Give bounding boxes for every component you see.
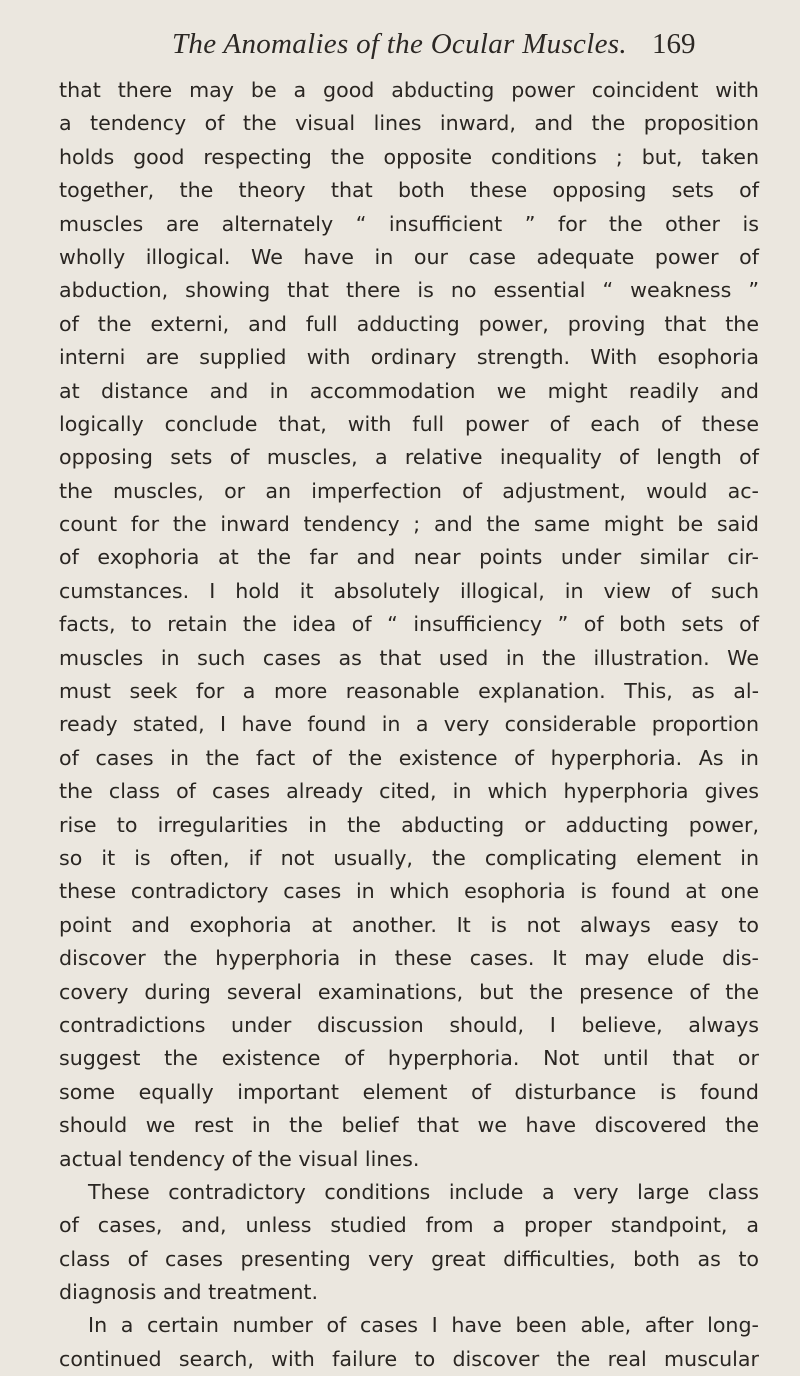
text-line: of cases, and, unless studied from a proper standpoint, a xyxy=(59,1213,759,1238)
text-line: class of cases presenting very great difficulties, both as to xyxy=(59,1246,759,1271)
text-line: holds good respecting the opposite conditions ; but, taken xyxy=(59,144,759,169)
text-line: wholly illogical. We have in our case adequate power of xyxy=(59,244,759,269)
body-text xyxy=(59,74,759,1376)
page-number: 169 xyxy=(652,28,696,60)
text-line: muscles are alternately “ insufficient ” for the other is xyxy=(59,211,759,236)
text-line: ready stated, I have found in a very considerable proportion xyxy=(59,712,759,737)
text-line: These contradictory conditions include a very large class xyxy=(88,1179,759,1204)
text-line: point and exophoria at another. It is not always easy to xyxy=(59,912,759,937)
text-line: rise to irregularities in the abducting or adducting power, xyxy=(59,812,759,837)
text-line: diagnosis and treatment. xyxy=(59,1280,319,1305)
text-line: abduction, showing that there is no essential “ weakness ” xyxy=(59,278,759,303)
text-line: opposing sets of muscles, a relative inequality of length of xyxy=(59,445,759,470)
text-line: some equally important element of disturbance is found xyxy=(59,1079,759,1104)
text-line: contradictions under discussion should, I believe, always xyxy=(59,1012,759,1037)
text-line: actual tendency of the visual lines. xyxy=(59,1146,420,1171)
text-line: that there may be a good abducting power coincident with xyxy=(59,78,759,102)
text-line: should we rest in the belief that we have discovered the xyxy=(59,1113,759,1138)
text-line: these contradictory cases in which esophoria is found at one xyxy=(59,879,759,904)
text-line: of exophoria at the far and near points under similar cir- xyxy=(59,545,759,570)
text-line: at distance and in accommodation we might readily and xyxy=(59,378,759,403)
text-line: a tendency of the visual lines inward, and the proposition xyxy=(59,111,759,136)
text-line: cumstances. I hold it absolutely illogical, in view of such xyxy=(59,578,759,603)
text-line: interni are supplied with ordinary strength. With esophoria xyxy=(59,345,759,370)
text-line: In a certain number of cases I have been able, after long- xyxy=(88,1313,759,1338)
text-line: so it is often, if not usually, the complicating element in xyxy=(59,845,759,870)
text-line: count for the inward tendency ; and the same might be said xyxy=(59,512,759,537)
text-line: the class of cases already cited, in which hyperphoria gives xyxy=(59,779,759,804)
text-line: of the externi, and full adducting power, proving that the xyxy=(59,311,759,336)
text-line: facts, to retain the idea of “ insufficiency ” of both sets of xyxy=(59,612,759,637)
text-line: covery during several examinations, but the presence of the xyxy=(59,979,759,1004)
text-line: discover the hyperphoria in these cases. It may elude dis- xyxy=(59,946,759,971)
running-title: The Anomalies of the Ocular Muscles. xyxy=(172,28,627,60)
running-head xyxy=(0,28,800,68)
text-line: muscles in such cases as that used in the illustration. We xyxy=(59,645,759,670)
text-line: of cases in the fact of the existence of hyperphoria. As in xyxy=(59,745,759,770)
text-line: continued search, with failure to discover the real muscular xyxy=(59,1346,759,1371)
text-line: must seek for a more reasonable explanation. This, as al- xyxy=(59,679,759,704)
text-line: logically conclude that, with full power of each of these xyxy=(59,411,759,436)
text-line: the muscles, or an imperfection of adjustment, would ac- xyxy=(59,478,759,503)
text-line: suggest the existence of hyperphoria. Not until that or xyxy=(59,1046,759,1071)
text-line: together, the theory that both these opposing sets of xyxy=(59,178,759,203)
